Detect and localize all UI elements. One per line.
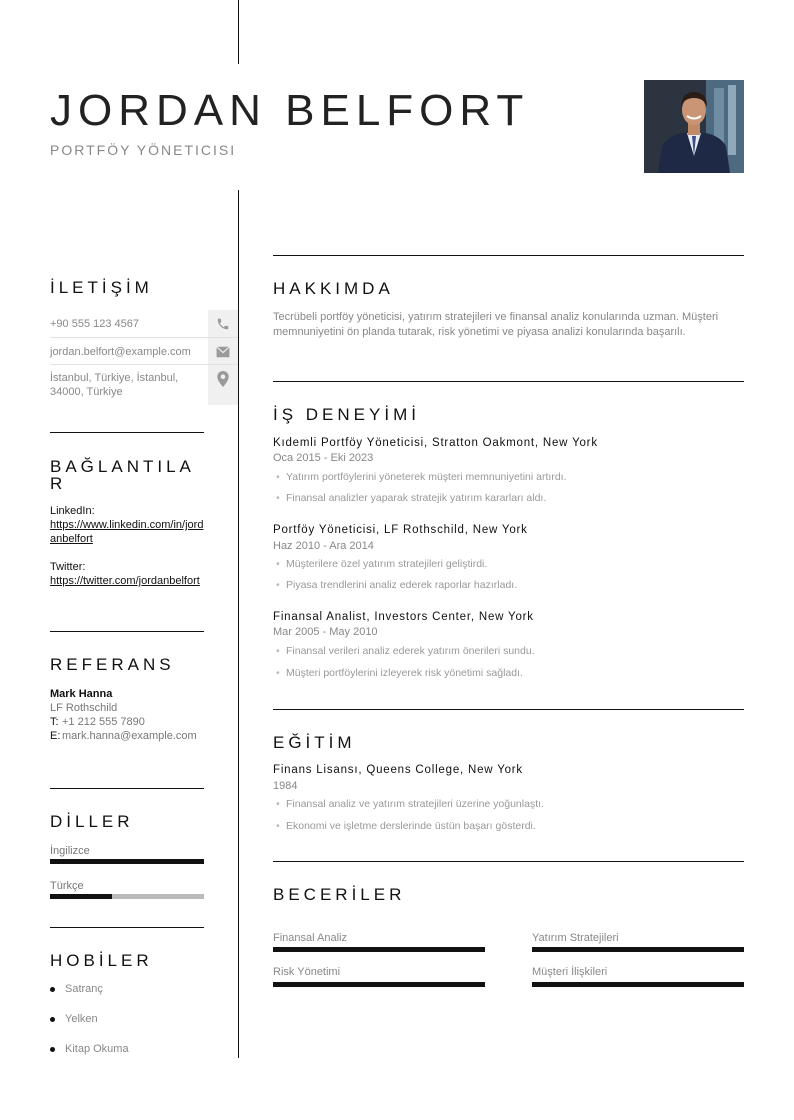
reference-heading: REFERANS <box>50 655 175 674</box>
skill-level-bar <box>532 947 744 952</box>
email-text[interactable]: jordan.belfort@example.com <box>50 346 191 358</box>
reference-email[interactable]: mark.hanna@example.com <box>62 730 197 742</box>
skill-level-bar <box>532 982 744 987</box>
language-level-bar <box>50 894 204 899</box>
job-bullet: • Finansal verileri analiz ederek yatırım önerileri sundu. <box>276 645 535 657</box>
links-list <box>50 504 204 588</box>
job-title: Kıdemli Portföy Yöneticisi, Stratton Oakmont, New York <box>273 437 598 449</box>
job-bullet: • Müşterilere özel yatırım stratejileri geliştirdi. <box>276 558 487 570</box>
links-heading: BAĞLANTILA R <box>50 457 194 493</box>
linkedin-label: LinkedIn: <box>50 505 95 517</box>
job-dates: Oca 2015 - Eki 2023 <box>273 452 374 464</box>
education-bullet: • Ekonomi ve işletme derslerinde üstün başarı gösterdi. <box>276 820 536 832</box>
hobby-item: Yelken <box>65 1013 98 1025</box>
language-level-bar <box>50 859 204 864</box>
reference-phone: +1 212 555 7890 <box>62 716 145 728</box>
section-divider <box>50 927 204 928</box>
about-heading: HAKKIMDA <box>273 279 394 298</box>
job-dates: Haz 2010 - Ara 2014 <box>273 540 374 552</box>
phone-icon <box>208 310 238 337</box>
education-degree: Finans Lisansı, Queens College, New York <box>273 764 523 776</box>
hobby-item: Satranç <box>65 983 103 995</box>
education-year: 1984 <box>273 780 298 792</box>
about-text: Tecrübeli portföy yöneticisi, yatırım stratejileri ve finansal analiz konularında uzman. Müşteri memnuniyetini ön planda tutarak, risk yönetimi ve piyasa analizi konularında başarılı. <box>273 311 719 338</box>
job-bullet: • Piyasa trendlerini analiz ederek raporlar hazırladı. <box>276 579 517 591</box>
language-level-fill <box>50 894 112 899</box>
language-level-fill <box>50 859 204 864</box>
email-row <box>50 337 238 365</box>
languages-heading: DİLLER <box>50 812 134 831</box>
skill-name: Finansal Analiz <box>273 932 347 944</box>
reference-name: Mark Hanna <box>50 688 113 700</box>
section-divider <box>50 631 204 632</box>
profile-photo <box>644 80 744 173</box>
phone-text: +90 555 123 4567 <box>50 318 140 330</box>
skill-name: Müşteri İlişkileri <box>532 966 608 978</box>
reference-email-label: E: <box>50 730 61 742</box>
language-name: Türkçe <box>50 880 84 892</box>
reference-company: LF Rothschild <box>50 702 118 714</box>
job-bullet: • Yatırım portföylerini yöneterek müşteri memnuniyetini artırdı. <box>276 471 567 483</box>
bullet-dot <box>50 1017 55 1022</box>
envelope-icon <box>208 338 238 365</box>
job-bullet: • Finansal analizler yaparak stratejik yatırım kararları aldı. <box>276 492 546 504</box>
experience-heading: İŞ DENEYİMİ <box>273 405 420 424</box>
skill-name: Risk Yönetimi <box>273 966 341 978</box>
address-text: İstanbul, Türkiye, İstanbul, 34000, Türkiye <box>50 372 179 398</box>
location-pin-icon <box>208 365 238 405</box>
reference-email-row <box>50 729 204 743</box>
phone-row <box>50 310 238 337</box>
reference-phone-label: T: <box>50 716 59 728</box>
section-divider <box>273 381 744 382</box>
section-divider <box>50 788 204 789</box>
twitter-link[interactable]: https://twitter.com/jordanbelfort <box>50 575 200 587</box>
skills-heading: BECERİLER <box>273 885 406 904</box>
section-divider <box>273 255 744 256</box>
linkedin-link[interactable]: https://www.linkedin.com/in/jordanbelfort <box>50 519 204 545</box>
section-divider <box>273 709 744 710</box>
section-divider <box>273 861 744 862</box>
vertical-divider <box>238 190 239 1058</box>
reference-block <box>50 687 204 743</box>
vertical-divider-top <box>238 0 239 64</box>
bullet-dot <box>50 1047 55 1052</box>
job-title: Portföy Yöneticisi, LF Rothschild, New York <box>273 524 528 536</box>
reference-phone-row <box>50 715 204 729</box>
skill-level-bar <box>273 947 485 952</box>
hobby-item: Kitap Okuma <box>65 1043 129 1055</box>
skill-level-bar <box>273 982 485 987</box>
education-heading: EĞİTİM <box>273 733 356 752</box>
skill-name: Yatırım Stratejileri <box>532 932 619 944</box>
twitter-label: Twitter: <box>50 561 86 573</box>
candidate-name: JORDAN BELFORT <box>50 86 530 135</box>
address-row <box>50 364 238 405</box>
job-title: Finansal Analist, Investors Center, New York <box>273 611 534 623</box>
hobbies-heading: HOBİLER <box>50 951 153 970</box>
section-divider <box>50 432 204 433</box>
language-name: İngilizce <box>50 845 90 857</box>
job-bullet: • Müşteri portföylerini izleyerek risk yönetimi sağladı. <box>276 667 523 679</box>
bullet-dot <box>50 987 55 992</box>
education-bullet: • Finansal analiz ve yatırım stratejileri üzerine yoğunlaştı. <box>276 798 544 810</box>
job-title: PORTFÖY YÖNETICISI <box>50 142 237 158</box>
contact-heading: İLETİŞİM <box>50 278 153 297</box>
job-dates: Mar 2005 - May 2010 <box>273 626 378 638</box>
